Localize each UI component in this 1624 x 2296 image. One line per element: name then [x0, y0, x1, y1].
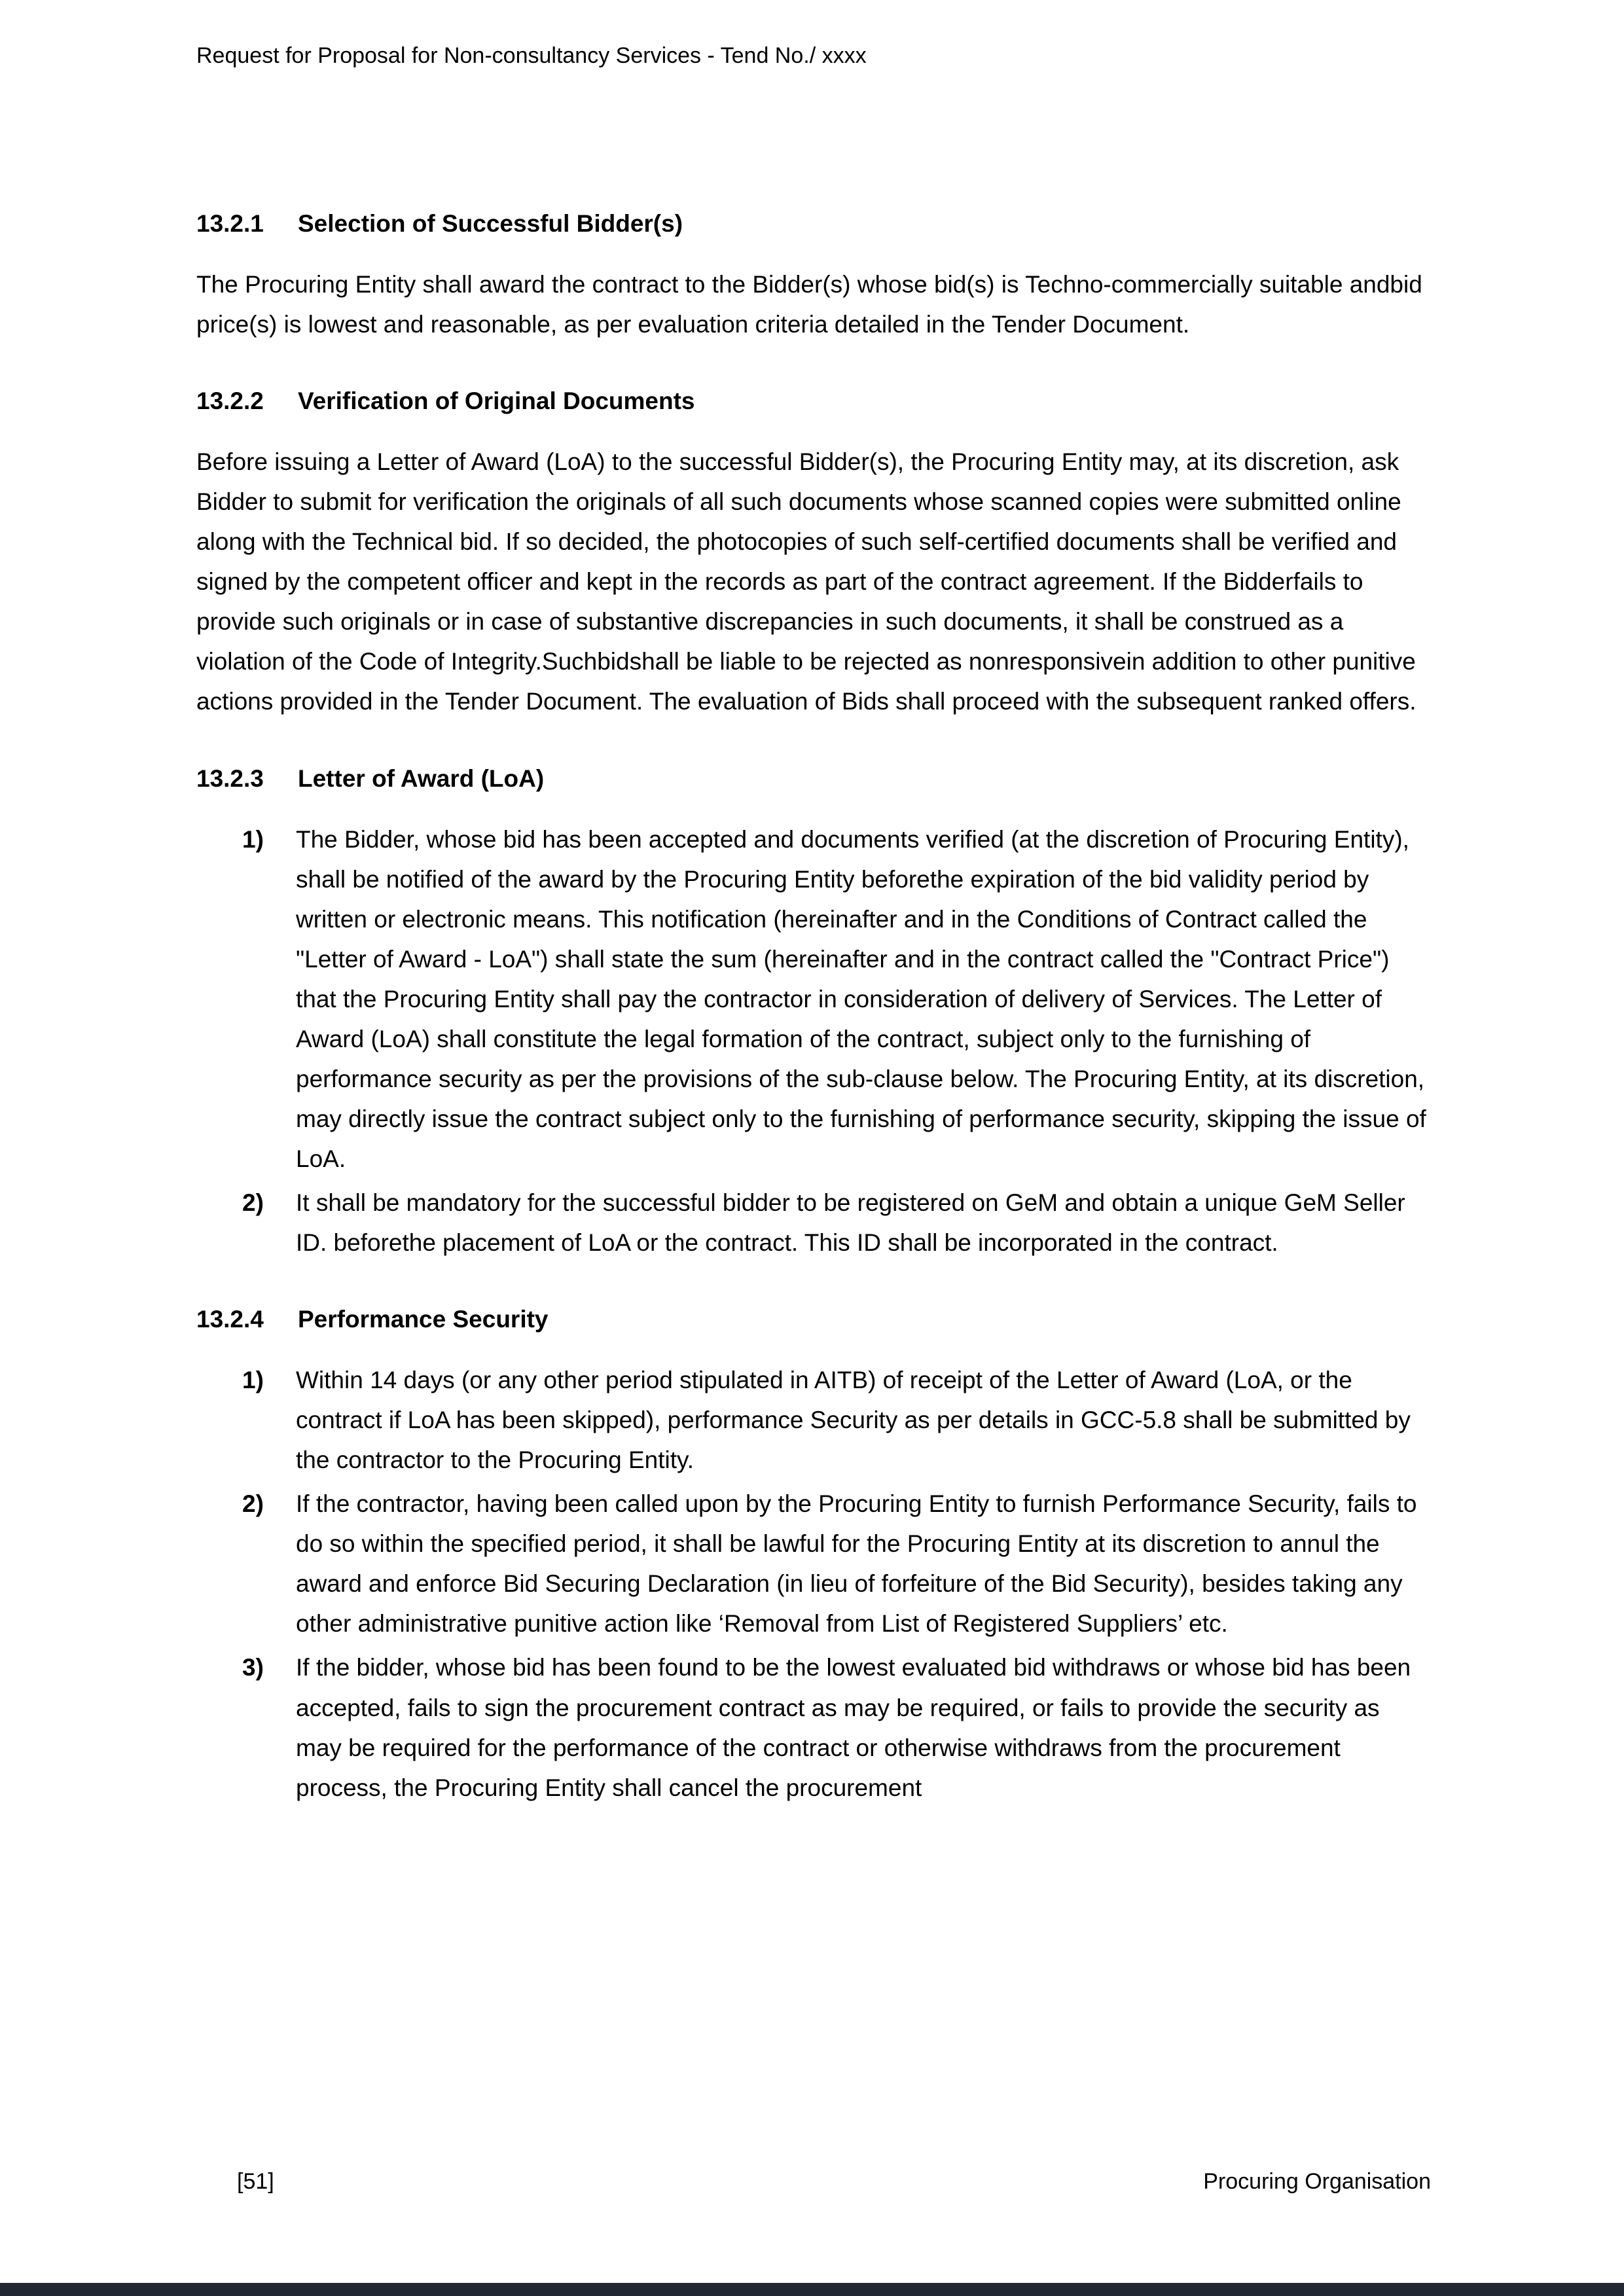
paragraph: Before issuing a Letter of Award (LoA) to the successful Bidder(s), the Procuring Entity may, at its discretion, ask Bidder to submit for verification the originals of all such documents whose scanned copies were submitted online along with the Technical bid. If so decided, the photocopies of such self-certified documents shall be verified and signed by the competent officer and kept in the records as part of the contract agreement. If the Bidderfails to provide such originals or in case of substantive discrepancies in such documents, it shall be construed as a violation of the Code of Integrity.Suchbidshall be liable to be rejected as nonresponsivein addition to other punitive actions provided in the Tender Document. The evaluation of Bids shall proceed with the subsequent ranked offers. — [196, 448, 1416, 715]
numbered-list — [196, 819, 1431, 1263]
section-title: Letter of Award (LoA) — [298, 764, 545, 792]
section-number: 13.2.3 — [196, 764, 264, 792]
footer-organisation: Procuring Organisation — [1203, 2169, 1431, 2194]
page-footer — [196, 2169, 1431, 2195]
list-item-text: Within 14 days (or any other period stipulated in AITB) of receipt of the Letter of Award (LoA, or the contract if LoA has been skipped), performance Security as per details in GCC-5.8 shall be submitted by the contractor to the Procuring Entity. — [296, 1367, 1411, 1474]
list-item-marker: 1) — [242, 1367, 264, 1394]
page-number: [51] — [237, 2169, 274, 2194]
header-title: Request for Proposal for Non-consultancy Services - Tend No./ xxxx — [196, 43, 867, 68]
section-heading — [196, 381, 1431, 421]
section-13-2-2 — [196, 381, 1431, 721]
section-number: 13.2.4 — [196, 1306, 264, 1333]
list-item-text: The Bidder, whose bid has been accepted and documents verified (at the discretion of Procuring Entity), shall be notified of the award by the Procuring Entity beforethe expiration of the bid validity period by written or electronic means. This notification (hereinafter and in the Conditions of Contract called the "Letter of Award - LoA") shall state the sum (hereinafter and in the contract called the "Contract Price") that the Procuring Entity shall pay the contractor in consideration of delivery of Services. The Letter of Award (LoA) shall constitute the legal formation of the contract, subject only to the furnishing of performance security as per the provisions of the sub-clause below. The Procuring Entity, at its discretion, may directly issue the contract subject only to the furnishing of performance security, skipping the issue of LoA. — [296, 825, 1426, 1172]
list-item-text: It shall be mandatory for the successful bidder to be registered on GeM and obtain a unique GeM Seller ID. beforethe placement of LoA or the contract. This ID shall be incorporated in the contract. — [296, 1189, 1405, 1257]
bottom-edge-bar — [0, 2283, 1624, 2296]
list-item-marker: 2) — [242, 1189, 264, 1216]
section-heading — [196, 1299, 1431, 1339]
numbered-list — [196, 1360, 1431, 1808]
section-heading — [196, 204, 1431, 243]
list-item-text: If the contractor, having been called upon by the Procuring Entity to furnish Performance Security, fails to do so within the specified period, it shall be lawful for the Procuring Entity at its discretion to annul the award and enforce Bid Securing Declaration (in lieu of forfeiture of the Bid Security), besides taking any other administrative punitive action like ‘Removal from List of Registered Suppliers’ etc. — [296, 1490, 1417, 1638]
list-item — [242, 819, 1431, 1179]
list-item — [242, 1360, 1431, 1480]
list-item — [242, 1183, 1431, 1263]
list-item — [242, 1484, 1431, 1643]
list-item — [242, 1647, 1431, 1807]
list-item-text: If the bidder, whose bid has been found to be the lowest evaluated bid withdraws or whose bid has been accepted, fails to sign the procurement contract as may be required, or fails to provide the security as may be required for the performance of the contract or otherwise withdraws from the procurement process, the Procuring Entity shall cancel the procurement — [296, 1654, 1411, 1801]
page-header — [196, 41, 1428, 72]
section-heading — [196, 759, 1431, 798]
list-item-marker: 1) — [242, 825, 264, 853]
paragraph: The Procuring Entity shall award the contract to the Bidder(s) whose bid(s) is Techno-commercially suitable andbid price(s) is lowest and reasonable, as per evaluation criteria detailed in the Tender Document. — [196, 271, 1422, 338]
section-13-2-4 — [196, 1299, 1431, 1808]
document-content — [196, 167, 1431, 1812]
list-item-marker: 2) — [242, 1490, 264, 1518]
section-title: Verification of Original Documents — [298, 387, 695, 415]
section-number: 13.2.2 — [196, 387, 264, 415]
section-title: Performance Security — [298, 1306, 549, 1333]
section-13-2-1 — [196, 204, 1431, 344]
section-13-2-3 — [196, 759, 1431, 1263]
section-title: Selection of Successful Bidder(s) — [298, 210, 683, 237]
list-item-marker: 3) — [242, 1654, 264, 1681]
section-number: 13.2.1 — [196, 210, 264, 237]
